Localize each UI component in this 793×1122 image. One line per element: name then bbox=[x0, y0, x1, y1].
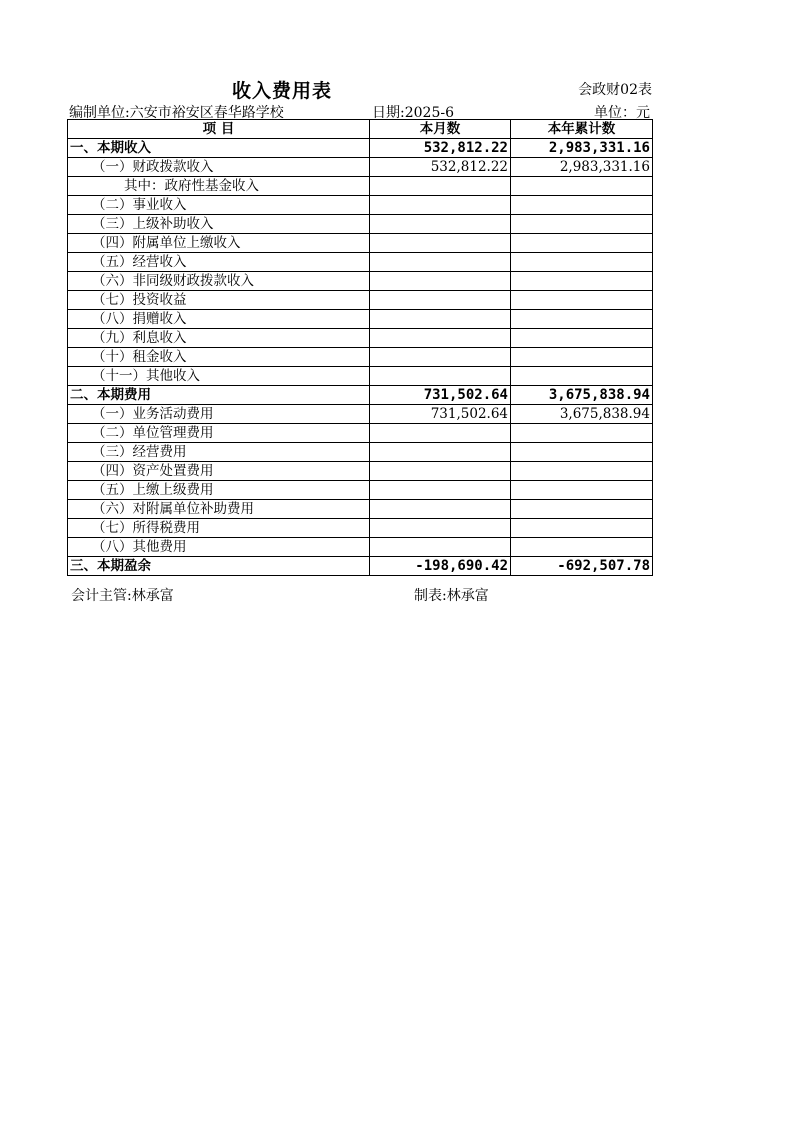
table-row bbox=[68, 329, 653, 348]
table-preparer: 制表:林承富 bbox=[414, 588, 489, 604]
table-row bbox=[68, 500, 653, 519]
row-label: （六）对附属单位补助费用 bbox=[68, 500, 370, 519]
row-label: （一）业务活动费用 bbox=[68, 405, 370, 424]
row-ytd-value bbox=[511, 291, 653, 310]
table-body bbox=[68, 139, 653, 576]
row-label: （五）上缴上级费用 bbox=[68, 481, 370, 500]
row-month-value bbox=[370, 519, 511, 538]
row-label: （一）财政拨款收入 bbox=[68, 158, 370, 177]
row-label: 其中：政府性基金收入 bbox=[68, 177, 370, 196]
row-label: （四）附属单位上缴收入 bbox=[68, 234, 370, 253]
row-ytd-value bbox=[511, 253, 653, 272]
row-ytd-value: -692,507.78 bbox=[511, 557, 653, 576]
row-label: （十一）其他收入 bbox=[68, 367, 370, 386]
report-title: 收入费用表 bbox=[232, 80, 333, 102]
row-ytd-value: 2,983,331.16 bbox=[511, 139, 653, 158]
row-month-value bbox=[370, 500, 511, 519]
accounting-supervisor: 会计主管:林承富 bbox=[71, 588, 174, 604]
row-ytd-value bbox=[511, 481, 653, 500]
row-ytd-value bbox=[511, 310, 653, 329]
row-label: 三、本期盈余 bbox=[68, 557, 370, 576]
row-label: 二、本期费用 bbox=[68, 386, 370, 405]
row-label: （九）利息收入 bbox=[68, 329, 370, 348]
row-month-value bbox=[370, 367, 511, 386]
row-month-value bbox=[370, 196, 511, 215]
row-ytd-value: 2,983,331.16 bbox=[511, 158, 653, 177]
organization-label: 编制单位:六安市裕安区春华路学校 bbox=[69, 105, 284, 121]
row-ytd-value: 3,675,838.94 bbox=[511, 405, 653, 424]
row-ytd-value bbox=[511, 177, 653, 196]
table-row bbox=[68, 158, 653, 177]
table-row bbox=[68, 215, 653, 234]
row-ytd-value bbox=[511, 215, 653, 234]
income-expense-table bbox=[67, 119, 653, 576]
row-month-value bbox=[370, 215, 511, 234]
table-row bbox=[68, 557, 653, 576]
column-header-month: 本月数 bbox=[370, 120, 511, 139]
row-ytd-value bbox=[511, 519, 653, 538]
row-ytd-value bbox=[511, 367, 653, 386]
row-month-value: 532,812.22 bbox=[370, 158, 511, 177]
table-row bbox=[68, 272, 653, 291]
row-label: 一、本期收入 bbox=[68, 139, 370, 158]
row-label: （十）租金收入 bbox=[68, 348, 370, 367]
row-month-value bbox=[370, 348, 511, 367]
table-row bbox=[68, 348, 653, 367]
row-month-value bbox=[370, 253, 511, 272]
row-label: （二）事业收入 bbox=[68, 196, 370, 215]
row-month-value: 731,502.64 bbox=[370, 405, 511, 424]
column-header-item: 项 目 bbox=[68, 120, 370, 139]
table-row bbox=[68, 405, 653, 424]
table-row bbox=[68, 310, 653, 329]
row-ytd-value bbox=[511, 196, 653, 215]
table-row bbox=[68, 443, 653, 462]
row-month-value bbox=[370, 310, 511, 329]
row-month-value: 532,812.22 bbox=[370, 139, 511, 158]
row-month-value: 731,502.64 bbox=[370, 386, 511, 405]
row-label: （四）资产处置费用 bbox=[68, 462, 370, 481]
row-month-value bbox=[370, 424, 511, 443]
table-row bbox=[68, 519, 653, 538]
row-label: （五）经营收入 bbox=[68, 253, 370, 272]
row-month-value bbox=[370, 291, 511, 310]
row-ytd-value bbox=[511, 348, 653, 367]
date-label: 日期:2025-6 bbox=[372, 105, 454, 121]
table-row bbox=[68, 234, 653, 253]
row-month-value bbox=[370, 481, 511, 500]
row-label: （三）经营费用 bbox=[68, 443, 370, 462]
row-label: （六）非同级财政拨款收入 bbox=[68, 272, 370, 291]
table-row bbox=[68, 196, 653, 215]
table-row bbox=[68, 462, 653, 481]
table-row bbox=[68, 386, 653, 405]
table-row bbox=[68, 139, 653, 158]
row-month-value bbox=[370, 538, 511, 557]
table-row bbox=[68, 177, 653, 196]
row-label: （二）单位管理费用 bbox=[68, 424, 370, 443]
table-row bbox=[68, 538, 653, 557]
table-row bbox=[68, 481, 653, 500]
row-month-value bbox=[370, 462, 511, 481]
row-ytd-value bbox=[511, 538, 653, 557]
row-ytd-value bbox=[511, 443, 653, 462]
row-ytd-value bbox=[511, 234, 653, 253]
row-month-value bbox=[370, 443, 511, 462]
row-ytd-value bbox=[511, 424, 653, 443]
row-month-value: -198,690.42 bbox=[370, 557, 511, 576]
row-ytd-value bbox=[511, 272, 653, 291]
row-label: （七）所得税费用 bbox=[68, 519, 370, 538]
column-header-ytd: 本年累计数 bbox=[511, 120, 653, 139]
table-header-row bbox=[68, 120, 653, 139]
row-label: （七）投资收益 bbox=[68, 291, 370, 310]
currency-unit-label: 单位：元 bbox=[594, 105, 650, 121]
table-row bbox=[68, 253, 653, 272]
row-month-value bbox=[370, 177, 511, 196]
row-ytd-value: 3,675,838.94 bbox=[511, 386, 653, 405]
row-label: （三）上级补助收入 bbox=[68, 215, 370, 234]
row-ytd-value bbox=[511, 500, 653, 519]
form-number: 会政财02表 bbox=[578, 82, 652, 98]
table-row bbox=[68, 367, 653, 386]
row-ytd-value bbox=[511, 462, 653, 481]
table-row bbox=[68, 291, 653, 310]
row-month-value bbox=[370, 329, 511, 348]
table-row bbox=[68, 424, 653, 443]
row-month-value bbox=[370, 272, 511, 291]
row-label: （八）捐赠收入 bbox=[68, 310, 370, 329]
row-ytd-value bbox=[511, 329, 653, 348]
row-label: （八）其他费用 bbox=[68, 538, 370, 557]
row-month-value bbox=[370, 234, 511, 253]
